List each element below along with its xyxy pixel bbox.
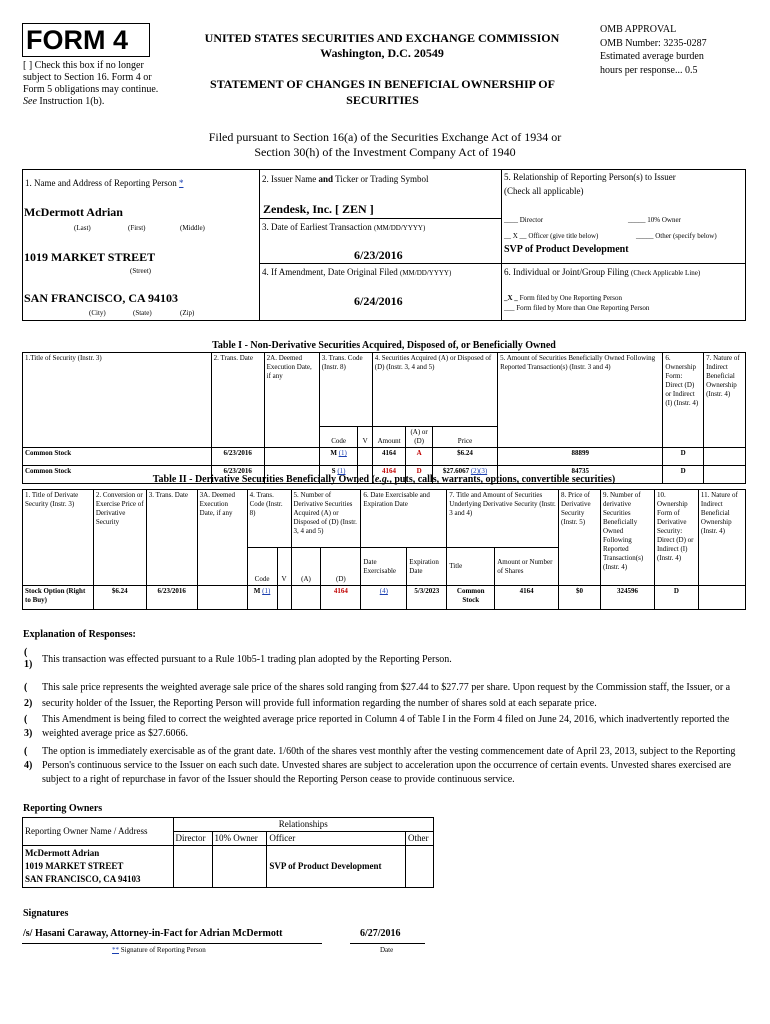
t2-r0-code-cell bbox=[247, 586, 277, 610]
t1-sub-code: Code bbox=[319, 427, 358, 448]
box2-label-and: and bbox=[318, 174, 333, 184]
t2-h11: 11. Nature of Indirect Beneficial Ownership (Instr. 4) bbox=[698, 490, 745, 586]
table-row bbox=[23, 846, 434, 888]
t2-r0-amount: 4164 bbox=[495, 586, 559, 610]
t2-h5: 5. Number of Derivative Securities Acquired (A) or Disposed of (D) (Instr. 3, 4 and 5) bbox=[291, 490, 361, 548]
officer-option-label: Officer (give title below) bbox=[528, 232, 599, 240]
owner-street: 1019 MARKET STREET bbox=[25, 861, 124, 871]
owner-city: SAN FRANCISCO, CA 94103 bbox=[25, 874, 141, 884]
table1-title: Table I - Non-Derivative Securities Acquired, Disposed of, or Beneficially Owned bbox=[212, 340, 556, 351]
owners-col-name: Reporting Owner Name / Address bbox=[23, 818, 174, 846]
owners-col-director: Director bbox=[173, 832, 212, 846]
t1-h3: 3. Trans. Code (Instr. 8) bbox=[319, 353, 372, 427]
signature-label bbox=[112, 946, 206, 955]
t1-h7: 7. Nature of Indirect Beneficial Ownership (Instr. 4) bbox=[704, 353, 746, 448]
t2-r0-disposed: 4164 bbox=[321, 586, 361, 610]
t2-sub-title: Title bbox=[447, 548, 495, 586]
fn1-close: 1) bbox=[24, 659, 33, 670]
t2-r0-expiration: 5/3/2023 bbox=[407, 586, 447, 610]
t1-sub-v: V bbox=[358, 427, 372, 448]
box3-format: (MM/DD/YYYY) bbox=[373, 224, 426, 232]
t1-r1-code: S bbox=[331, 467, 336, 475]
first-label: (First) bbox=[128, 224, 146, 232]
fn4-close: 4) bbox=[24, 760, 33, 771]
box2-label-suffix: Ticker or Trading Symbol bbox=[335, 174, 429, 184]
fn2-text: This sale price represents the weighted average sale price of the shares sold ranging from $27.44 to $27.77 per share. Upon request by the Commission staff, the Issuer, or a security holder of the Issuer, the Reporting Person will provide full information regarding the number of shares sold at each separate price. bbox=[42, 682, 731, 709]
middle-label: (Middle) bbox=[180, 224, 205, 232]
t2-r0-title: Stock Option (Right to Buy) bbox=[23, 586, 94, 610]
t2-h3a: 3A. Deemed Execution Date, if any bbox=[197, 490, 247, 586]
fn1-number bbox=[24, 647, 32, 671]
box5-label: 5. Relationship of Reporting Person(s) to Issuer bbox=[504, 172, 676, 182]
owners-table bbox=[22, 817, 434, 888]
t2-sub-code: Code bbox=[247, 548, 277, 586]
t1-sub-amount: Amount bbox=[372, 427, 406, 448]
t1-r0-price: $6.24 bbox=[432, 448, 497, 466]
officer-title: SVP of Product Development bbox=[504, 244, 629, 255]
t1-h2: 2. Trans. Date bbox=[211, 353, 264, 448]
signature-date: 6/27/2016 bbox=[360, 928, 401, 939]
t1-sub-price: Price bbox=[432, 427, 497, 448]
box4-format: (MM/DD/YYYY) bbox=[399, 269, 452, 277]
one-person-mark: _X _ bbox=[504, 294, 518, 302]
director-option: ____ Director bbox=[504, 216, 544, 224]
t1-r1-price-fn[interactable]: (2)(3) bbox=[470, 467, 488, 475]
t1-r1-title: Common Stock bbox=[23, 466, 212, 484]
reporting-person-city: SAN FRANCISCO, CA 94103 bbox=[24, 291, 179, 305]
t2-h8: 8. Price of Derivative Security (Instr. 5) bbox=[559, 490, 601, 586]
form-title: FORM 4 bbox=[26, 25, 129, 55]
box5-sub: (Check all applicable) bbox=[504, 186, 584, 196]
t1-r0-amount: 4164 bbox=[372, 448, 406, 466]
box6-label-text: 6. Individual or Joint/Group Filing bbox=[504, 267, 629, 277]
t1-r0-aord: A bbox=[406, 448, 433, 466]
t2-h6: 6. Date Exercisable and Expiration Date bbox=[361, 490, 447, 548]
owners-col-other: Other bbox=[405, 832, 433, 846]
agency-location: Washington, D.C. 20549 bbox=[320, 46, 444, 60]
signer-name: /s/ Hasani Caraway, Attorney-in-Fact for Adrian McDermott bbox=[23, 928, 283, 939]
t1-r1-price: $27.6067 bbox=[442, 467, 470, 475]
omb-block bbox=[600, 23, 765, 77]
t2-r0-owned: 324596 bbox=[601, 586, 655, 610]
officer-option bbox=[504, 232, 598, 241]
t2-h10: 10. Ownership Form of Derivative Security: Direct (D) or Indirect (I) (Instr. 4) bbox=[654, 490, 698, 586]
ten-pct-owner-option: _____ 10% Owner bbox=[628, 216, 681, 224]
omb-burden: Estimated average burden bbox=[600, 51, 704, 62]
t1-r0-form: D bbox=[663, 448, 704, 466]
statement-title: STATEMENT OF CHANGES IN BENEFICIAL OWNERSHIP OF SECURITIES bbox=[210, 77, 555, 107]
owners-relationships: Relationships bbox=[173, 818, 433, 832]
fn4-open: ( bbox=[24, 746, 28, 757]
t1-r1-form: D bbox=[663, 466, 704, 484]
t1-r0-code-fn[interactable]: (1) bbox=[338, 449, 347, 457]
table1 bbox=[22, 352, 746, 484]
t1-r0-date: 6/23/2016 bbox=[211, 448, 264, 466]
table2-title-suffix: , puts, calls, warrants, options, convertible securities) bbox=[389, 474, 616, 485]
omb-hours: hours per response... 0.5 bbox=[600, 64, 698, 76]
one-person-label: Form filed by One Reporting Person bbox=[519, 294, 623, 302]
t2-sub-amount: Amount or Number of Shares bbox=[495, 548, 559, 586]
signatures-heading: Signatures bbox=[23, 908, 69, 919]
other-option: _____ Other (specify below) bbox=[636, 232, 717, 240]
t1-r1-date: 6/23/2016 bbox=[211, 466, 264, 484]
table-row bbox=[23, 586, 746, 610]
box1-label-text: 1. Name and Address of Reporting Person bbox=[25, 178, 177, 188]
t2-h3: 3. Trans. Date bbox=[146, 490, 197, 586]
owners-col-officer: Officer bbox=[267, 832, 406, 846]
fn3-number bbox=[24, 713, 32, 741]
t1-r0-code: M bbox=[330, 449, 337, 457]
fn2-number bbox=[24, 680, 32, 712]
state-label: (State) bbox=[133, 309, 152, 317]
owner-officer-title: SVP of Product Development bbox=[267, 846, 406, 888]
table2-title-eg: e.g. bbox=[374, 474, 390, 485]
issuer-name: Zendesk, Inc. [ ZEN ] bbox=[263, 202, 374, 216]
city-label: (City) bbox=[89, 309, 106, 317]
t2-h9: 9. Number of derivative Securities Beneficially Owned Following Reported Transaction(s) (Instr. 4) bbox=[601, 490, 655, 586]
t2-r0-exercisable-cell bbox=[361, 586, 407, 610]
owners-heading: Reporting Owners bbox=[23, 803, 103, 814]
t2-r0-date: 6/23/2016 bbox=[146, 586, 197, 610]
t2-h1: 1. Title of Derivate Security (Instr. 3) bbox=[23, 490, 94, 586]
fn4-number bbox=[24, 745, 32, 773]
instruction-ref: Instruction 1(b). bbox=[39, 96, 105, 107]
owner-name: McDermott Adrian bbox=[25, 848, 100, 858]
t1-r0-title: Common Stock bbox=[23, 448, 212, 466]
t1-h5: 5. Amount of Securities Beneficially Owned Following Reported Transaction(s) (Instr. 3 and 4) bbox=[498, 353, 663, 448]
t1-r1-amount: 4164 bbox=[372, 466, 406, 484]
see-text: See bbox=[23, 96, 37, 107]
box1-label bbox=[25, 178, 183, 189]
t2-r0-price: $6.24 bbox=[93, 586, 146, 610]
signature-label-text: Signature of Reporting Person bbox=[120, 946, 206, 954]
agency-name: UNITED STATES SECURITIES AND EXCHANGE COMMISSION bbox=[204, 31, 560, 45]
owner-address bbox=[23, 846, 174, 888]
t1-r0-owned: 88899 bbox=[498, 448, 663, 466]
t2-r0-underlying: Common Stock bbox=[447, 586, 495, 610]
zip-label: (Zip) bbox=[180, 309, 195, 317]
signature-stars[interactable]: ** bbox=[112, 946, 119, 954]
t2-sub-v: V bbox=[277, 548, 291, 586]
earliest-transaction-date: 6/23/2016 bbox=[354, 248, 403, 262]
t2-r0-exercisable-fn[interactable]: (4) bbox=[379, 587, 388, 595]
t1-h6: 6. Ownership Form: Direct (D) or Indirect (I) (Instr. 4) bbox=[663, 353, 704, 448]
amendment-date: 6/24/2016 bbox=[354, 294, 403, 308]
reporting-person-street: 1019 MARKET STREET bbox=[24, 250, 156, 264]
fn2-close: 2) bbox=[24, 698, 33, 709]
table-row bbox=[23, 448, 746, 466]
t2-r0-code: M bbox=[253, 587, 261, 595]
officer-x-mark: __ X __ bbox=[504, 232, 527, 240]
more-persons-option: ___ Form filed by More than One Reporting Person bbox=[504, 304, 650, 312]
t2-r0-form: D bbox=[654, 586, 698, 610]
box4-label-text: 4. If Amendment, Date Original Filed bbox=[262, 267, 398, 277]
t1-r1-owned: 84735 bbox=[498, 466, 663, 484]
fn1-text: This transaction was effected pursuant to a Rule 10b5-1 trading plan adopted by the Reporting Person. bbox=[42, 654, 452, 665]
t1-h1: 1.Title of Security (Instr. 3) bbox=[23, 353, 212, 448]
t2-h7: 7. Title and Amount of Securities Underlying Derivative Security (Instr. 3 and 4) bbox=[447, 490, 559, 548]
omb-approval: OMB APPROVAL bbox=[600, 24, 677, 35]
omb-number: OMB Number: 3235-0287 bbox=[600, 37, 707, 49]
t2-h2: 2. Conversion or Exercise Price of Derivative Security bbox=[93, 490, 146, 586]
box6-applicable: (Check Applicable Line) bbox=[631, 269, 701, 277]
last-label: (Last) bbox=[74, 224, 91, 232]
t2-sub-date-ex: Date Exercisable bbox=[361, 548, 407, 586]
box6-label bbox=[504, 267, 700, 278]
t2-r0-code-fn[interactable]: (1) bbox=[262, 587, 271, 595]
t1-h2a: 2A. Deemed Execution Date, if any bbox=[264, 353, 319, 448]
t1-h4: 4. Securities Acquired (A) or Disposed of (D) (Instr. 3, 4 and 5) bbox=[372, 353, 497, 427]
table2-title bbox=[22, 474, 746, 486]
fn4-text: The option is immediately exercisable as of the grant date. 1/60th of the shares vest monthly after the vesting commencement date of April 23, 2013, subject to the Reporting Person's continuous service to the Issuer on each such date. Unvested shares are subject to acceleration upon the occurrence of certain events. Unvested shares exercised are subject to a right of repurchase in favor of the Issuer should the Reporting Person cease to provide continuous service. bbox=[42, 746, 736, 785]
street-label: (Street) bbox=[130, 267, 151, 275]
fn3-close: 3) bbox=[24, 728, 33, 739]
t1-r1-aord: D bbox=[406, 466, 433, 484]
reporting-person-name: McDermott Adrian bbox=[24, 205, 123, 219]
t2-sub-a: (A) bbox=[291, 548, 321, 586]
owners-col-ten: 10% Owner bbox=[212, 832, 267, 846]
filed-pursuant-line-1: Filed pursuant to Section 16(a) of the Securities Exchange Act of 1934 or bbox=[208, 130, 562, 144]
fn3-text: This Amendment is being filed to correct the weighted average price reported in Column 4 of Table I in the Form 4 filed on June 24, 2016, which inadvertently reported the weighted average price as $27.6066. bbox=[42, 714, 730, 739]
section16-check-text bbox=[23, 60, 171, 108]
date-label: Date bbox=[380, 946, 394, 954]
box4-label bbox=[262, 267, 451, 278]
fn3-open: ( bbox=[24, 714, 28, 725]
fn2-open: ( bbox=[24, 682, 28, 693]
one-person-option bbox=[504, 294, 622, 303]
section16-check-label: [ ] Check this box if no longer subject to Section 16. Form 4 or Form 5 obligations may continue. bbox=[23, 60, 159, 95]
t2-sub-exp: Expiration Date bbox=[407, 548, 447, 586]
box3-label bbox=[262, 222, 425, 233]
t2-h4: 4. Trans. Code (Instr. 8) bbox=[247, 490, 291, 548]
box2-label-prefix: 2. Issuer Name bbox=[262, 174, 317, 184]
box1-footnote-star[interactable]: * bbox=[178, 178, 184, 188]
t1-r0-code-cell bbox=[319, 448, 358, 466]
fn1-open: ( bbox=[24, 647, 28, 658]
t1-r1-code-fn[interactable]: (1) bbox=[337, 467, 346, 475]
box2-label bbox=[262, 174, 429, 185]
explanation-heading: Explanation of Responses: bbox=[23, 629, 136, 640]
t1-sub-aord: (A) or (D) bbox=[406, 427, 433, 448]
t2-r0-der-price: $0 bbox=[559, 586, 601, 610]
table2-title-prefix: Table II - Derivative Securities Beneficially Owned ( bbox=[152, 474, 375, 485]
table2 bbox=[22, 489, 746, 610]
box3-label-text: 3. Date of Earliest Transaction bbox=[262, 222, 372, 232]
filed-pursuant-line-2: Section 30(h) of the Investment Company Act of 1940 bbox=[254, 145, 516, 159]
t2-sub-d: (D) bbox=[321, 548, 361, 586]
